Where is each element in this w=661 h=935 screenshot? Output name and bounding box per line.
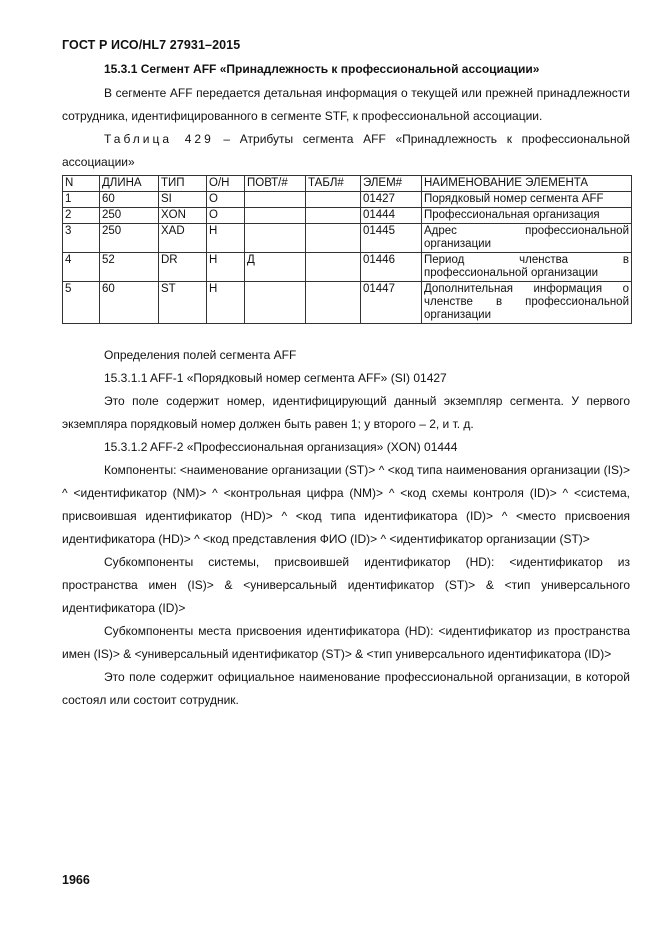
table-caption-label: Таблица 429	[104, 132, 214, 146]
table-cell: 2	[63, 208, 100, 224]
definitions-title: Определения полей сегмента AFF	[104, 348, 297, 362]
page-content	[62, 56, 630, 712]
table-cell: 5	[63, 282, 100, 324]
table-cell: Дополнительная информация о членстве в профессиональной организации	[422, 282, 632, 324]
table-cell: XON	[159, 208, 207, 224]
table-cell: 01446	[361, 253, 422, 282]
final-paragraph: Это поле содержит официальное наименование профессиональной организации, в которой состоял или состоит сотрудник.	[62, 670, 630, 707]
table-header-cell: ДЛИНА	[100, 176, 159, 192]
table-cell: Д	[245, 253, 306, 282]
table-cell	[245, 208, 306, 224]
table-row	[63, 192, 632, 208]
aff2-title: 15.3.1.2 AFF-2 «Профессиональная организация» (XON) 01444	[104, 440, 458, 454]
table-spacer	[62, 324, 630, 344]
aff1-title: 15.3.1.1 AFF-1 «Порядковый номер сегмента AFF» (SI) 01427	[104, 371, 447, 385]
table-cell: 4	[63, 253, 100, 282]
table-cell: 01445	[361, 224, 422, 253]
table-cell	[245, 282, 306, 324]
section-title: 15.3.1 Сегмент AFF «Принадлежность к профессиональной ассоциации»	[104, 62, 540, 76]
table-cell: Н	[207, 282, 245, 324]
table-cell	[306, 282, 361, 324]
table-cell: Н	[207, 224, 245, 253]
table-cell: 1	[63, 192, 100, 208]
table-cell: 52	[100, 253, 159, 282]
table-row	[63, 208, 632, 224]
attributes-table	[62, 175, 632, 324]
table-header-cell: О/Н	[207, 176, 245, 192]
table-cell: Порядковый номер сегмента AFF	[422, 192, 632, 208]
table-cell: 250	[100, 224, 159, 253]
table-caption-text: – Атрибуты сегмента AFF «Принадлежность к профессиональной ассоциации»	[62, 132, 630, 169]
table-cell: SI	[159, 192, 207, 208]
table-header-cell: ПОВТ/#	[245, 176, 306, 192]
table-row	[63, 253, 632, 282]
table-cell	[245, 224, 306, 253]
table-cell: Период членства в профессиональной организации	[422, 253, 632, 282]
table-cell: О	[207, 208, 245, 224]
table-cell: ST	[159, 282, 207, 324]
table-caption	[62, 128, 630, 174]
table-header-cell: ТАБЛ#	[306, 176, 361, 192]
subcomponents-system-paragraph: Субкомпоненты системы, присвоившей идентификатор (HD): <идентификатор из пространства имен (IS)> & <универсальный идентификатор (ST)> & <тип универсального идентификатора (ID)>	[62, 555, 630, 615]
table-cell: 01427	[361, 192, 422, 208]
table-header-row	[63, 176, 632, 192]
table-cell: Н	[207, 253, 245, 282]
table-header-cell: НАИМЕНОВАНИЕ ЭЛЕМЕНТА	[422, 176, 632, 192]
table-cell	[245, 192, 306, 208]
table-cell: Адрес профессиональной организации	[422, 224, 632, 253]
subcomponents-place-paragraph: Субкомпоненты места присвоения идентификатора (HD): <идентификатор из пространства имен (IS)> & <универсальный идентификатор (ST)> & <тип универсального идентификатора (ID)>	[62, 624, 630, 661]
table-cell: XAD	[159, 224, 207, 253]
table-row	[63, 224, 632, 253]
table-header-cell: ТИП	[159, 176, 207, 192]
table-cell	[306, 208, 361, 224]
components-paragraph: Компоненты: <наименование организации (ST)> ^ <код типа наименования организации (IS)> ^ <идентификатор (NM)> ^ <контрольная цифра (NM)> ^ <код схемы контроля (ID)> ^ <система, присвоившая идентификатор (HD)> ^ <код типа идентификатора (ID)> ^ <место присвоения идентификатора (HD)> ^ <код представления ФИО (ID)> ^ <идентификатор организации (ST)>	[62, 463, 630, 546]
table-cell: 250	[100, 208, 159, 224]
table-cell: 01447	[361, 282, 422, 324]
table-cell	[306, 192, 361, 208]
page-number: 1966	[62, 873, 90, 887]
table-cell: 60	[100, 192, 159, 208]
table-cell: 60	[100, 282, 159, 324]
intro-paragraph: В сегменте AFF передается детальная информация о текущей или прежней принадлежности сотрудника, идентифицированного в сегменте STF, к профессиональной ассоциации.	[62, 86, 630, 123]
table-cell	[306, 224, 361, 253]
table-header-cell: ЭЛЕМ#	[361, 176, 422, 192]
table-cell: О	[207, 192, 245, 208]
table-cell: DR	[159, 253, 207, 282]
standard-header: ГОСТ Р ИСО/HL7 27931–2015	[62, 38, 241, 52]
table-cell: 3	[63, 224, 100, 253]
table-cell: 01444	[361, 208, 422, 224]
table-cell	[306, 253, 361, 282]
table-cell: Профессиональная организация	[422, 208, 632, 224]
table-row	[63, 282, 632, 324]
table-header-cell: N	[63, 176, 100, 192]
aff1-text: Это поле содержит номер, идентифицирующий данный экземпляр сегмента. У первого экземпляра порядковый номер должен быть равен 1; у второго – 2, и т. д.	[62, 394, 630, 431]
